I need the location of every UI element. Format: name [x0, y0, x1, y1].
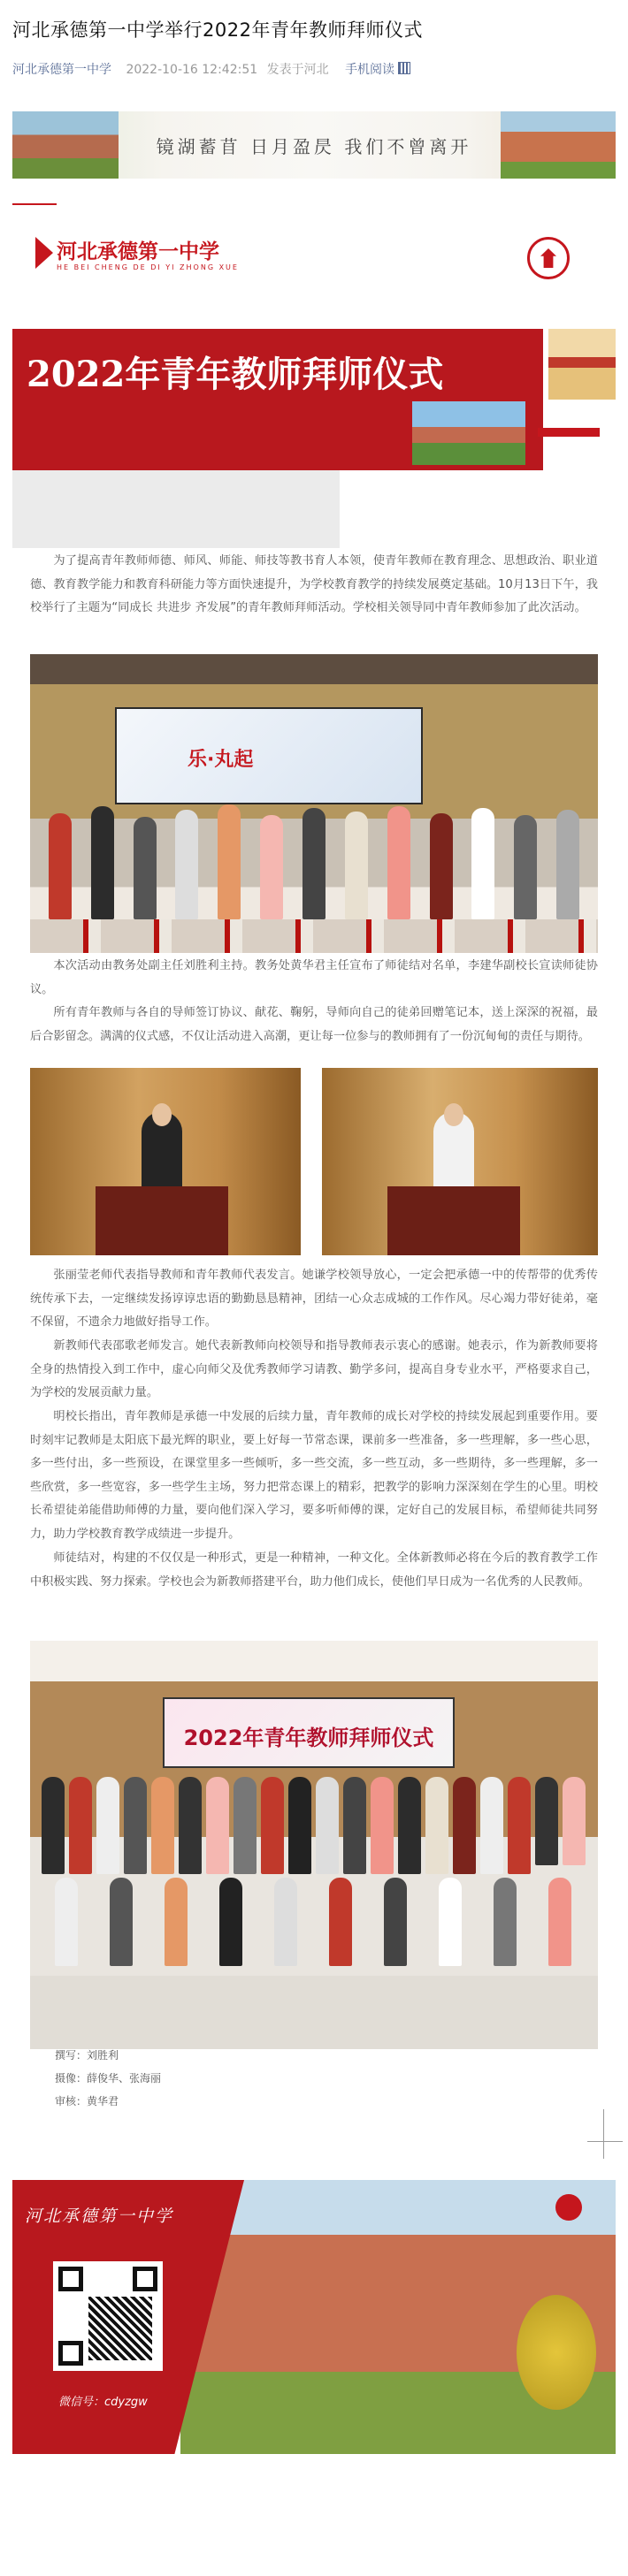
account-name-link[interactable]: 河北承德第一中学	[12, 63, 111, 77]
credit-value: 薛俊华、张海丽	[87, 2072, 162, 2084]
paragraph-mentor-speech: 张丽莹老师代表指导教师和青年教师代表发言。她谦学校领导放心，一定会把承德一中的传帮带的优秀传统传承下去，一定继续发扬谆谆忠语的勤勤恳恳精神，团结一心众志成城的工作作风。尽心竭力带好徒弟，毫不保留，不遗余力地做好指导工作。	[30, 1269, 598, 1329]
read-on-phone-label: 手机阅读	[345, 63, 395, 77]
header-red-bar	[538, 428, 600, 437]
paragraph-host: 本次活动由教务处副主任刘胜利主持。教务处黄华君主任宣布了师徒结对名单，李建华副校长宣读师徒协议。	[30, 959, 598, 996]
ginkgo-tree	[517, 2295, 596, 2410]
banner-slogan: 镜湖蓄苜 日月盈昃 我们不曾离开	[156, 136, 472, 157]
header-logo-bar	[12, 205, 616, 329]
footer-campus-photo	[180, 2180, 616, 2454]
header-school-pinyin: HE BEI CHENG DE DI YI ZHONG XUE	[57, 263, 239, 271]
credit-value: 黄华君	[87, 2095, 119, 2107]
paragraph-signing: 所有青年教师与各自的导师签订协议、献花、鞠躬，导师向自己的徒弟回赠笔记本，送上深深的祝福，最后合影留念。满满的仪式感，不仅让活动进入高潮，更让每一位参与的教师拥有了一份沉甸甸的责任与期待。	[30, 1006, 598, 1043]
footer-seal-icon	[555, 2194, 582, 2221]
credit-review: 审核：黄华君	[55, 2095, 119, 2107]
header-photo-campus	[412, 401, 525, 465]
stage-people	[30, 804, 598, 919]
podium	[96, 1186, 228, 1255]
read-on-phone-link[interactable]	[345, 63, 410, 77]
qr-code-icon	[398, 62, 410, 74]
footer-qr-code[interactable]	[53, 2261, 163, 2371]
photo-speaker-new-teacher	[322, 1068, 598, 1255]
auditorium-chairs	[30, 919, 598, 953]
paragraph-intro: 为了提高青年教师师德、师风、师能、师技等教书育人本领，使青年教师在教育理念、思想政治、职业道德、教育教学能力和教育科研能力等方面快速提升，为学校教育教学的持续发展奠定基础。10月13日下午，我校举行了主题为“同成长 共进步 齐发展”的青年教师拜师活动。学校相关领导同中青年教师参加了此次活动。	[30, 554, 598, 614]
credit-label: 撰写	[55, 2049, 77, 2062]
credit-camera: 摄像：薛俊华、张海丽	[55, 2072, 162, 2084]
stage-screen-text: 乐·丸起	[188, 749, 254, 771]
credit-value: 刘胜利	[87, 2049, 119, 2062]
speaker-figure	[433, 1112, 474, 1192]
footer-card	[12, 2180, 616, 2454]
group-screen-text: 2022年青年教师拜师仪式	[183, 1726, 434, 1750]
header-grey-block	[12, 470, 340, 548]
publish-datetime: 2022-10-16 12:42:51	[126, 63, 258, 77]
photo-speaker-mentor	[30, 1068, 301, 1255]
credits	[55, 2044, 161, 2113]
podium	[387, 1186, 520, 1255]
photo-group	[30, 1641, 598, 2049]
group-screen	[163, 1697, 455, 1768]
header-photo-building	[548, 329, 616, 400]
stage-screen	[115, 707, 423, 804]
credit-writer: 撰写：刘胜利	[55, 2049, 119, 2062]
publish-location: 发表于河北	[266, 63, 329, 77]
credit-label: 审核	[55, 2095, 77, 2107]
paragraph-principal: 明校长指出，青年教师是承德一中发展的后续力量，青年教师的成长对学校的持续发展起到重要作用。要时刻牢记教师是太阳底下最光辉的职业，要上好每一节常态课，课前多一些准备，多一些理解，多一些心思，多一些付出，多一些预设，在课堂里多一些倾听，多一些交流，多一些互动，多一些期待，多一些理解，多一些欣赏，多一些宽容，多一些学生主场，努力把常态课上的精彩，把教学的影响力深深刻在学生的心里。明校长希望徒弟能借助师傅的力量，要向他们深入学习，要多听师傅的课，定好自己的发展目标，希望师徒共同努力，助力学校教育教学成绩进一步提升。	[30, 1410, 598, 1541]
paragraph-closing: 师徒结对，构建的不仅仅是一种形式，更是一种精神，一种文化。全体新教师必将在今后的教育教学工作中积极实践、努力探索。学校也会为新教师搭建平台，助力他们成长，使他们早日成为一名优秀的人民教师。	[30, 1551, 598, 1589]
paragraph-new-teacher-speech: 新教师代表邵歌老师发言。她代表新教师向校领导和指导教师表示衷心的感谢。她表示，作为新教师要将全身的热情投入到工作中，虚心向师父及优秀教师学习请教、勤学多问，提高自身专业水平，严格要求自己，为学校的发展贡献力量。	[30, 1339, 598, 1399]
footer-wechat-id: 微信号：cdyzgw	[58, 2396, 148, 2409]
photo-ceremony-stage	[30, 654, 598, 953]
header-card	[12, 205, 616, 548]
header-school-name: 河北承德第一中学	[57, 240, 219, 263]
decor-line-horizontal	[587, 2141, 623, 2142]
speaker-figure	[142, 1112, 182, 1192]
credit-label: 摄像	[55, 2072, 77, 2084]
article-title: 河北承德第一中学举行2022年青年教师拜师仪式	[12, 19, 423, 41]
school-seal-icon	[527, 237, 570, 279]
article-meta	[12, 60, 410, 78]
event-title: 2022年青年教师拜师仪式	[27, 354, 444, 395]
group-people	[39, 1773, 587, 1968]
decor-line-vertical	[603, 2109, 604, 2159]
top-banner	[12, 111, 616, 179]
footer-school-name: 河北承德第一中学	[25, 2206, 174, 2226]
school-logo-icon	[35, 237, 53, 269]
